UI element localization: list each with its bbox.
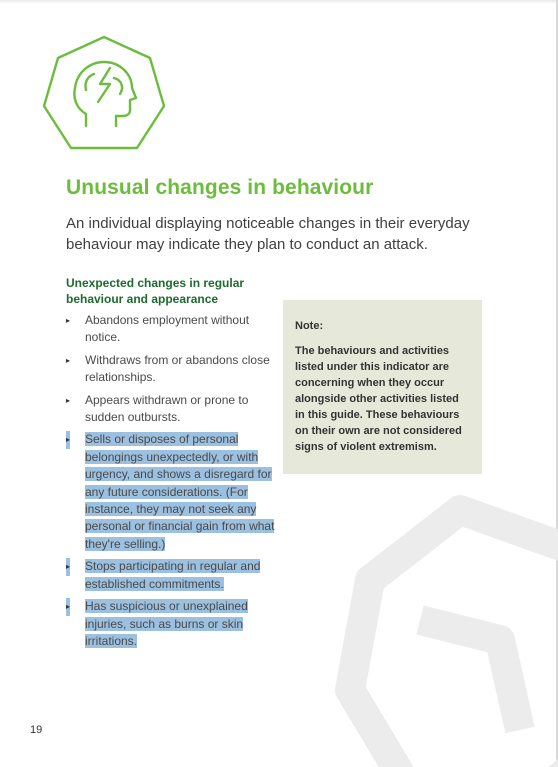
triangle-bullet-icon: ▸	[66, 355, 71, 365]
list-item	[66, 392, 276, 427]
list-item-text[interactable]: Stops participating in regular and established commitments.	[85, 559, 261, 591]
triangle-bullet-icon: ▸	[66, 558, 70, 575]
page-top-edge	[0, 0, 558, 4]
list-item-highlighted[interactable]	[66, 598, 276, 650]
triangle-bullet-icon: ▸	[66, 598, 70, 615]
behaviour-list	[66, 312, 276, 655]
triangle-bullet-icon: ▸	[66, 316, 71, 325]
note-label: Note:	[295, 320, 324, 332]
list-item	[66, 352, 276, 387]
note-box	[283, 300, 482, 474]
list-item-text: Appears withdrawn or prone to sudden outbursts.	[85, 392, 249, 425]
triangle-bullet-icon: ▸	[66, 431, 70, 448]
list-item	[66, 312, 276, 347]
intro-paragraph: An individual displaying noticeable changes in their everyday behaviour may indicate they plan to conduct an attack.	[66, 215, 470, 253]
head-lightning-icon	[40, 34, 168, 158]
heptagon-watermark-icon	[300, 470, 558, 767]
list-item-text[interactable]: Sells or disposes of personal belongings unexpectedly, or with urgency, and shows a disregard for any future considerations. (For instance, they may not seek any personal or financial gain from what they're selling.)	[85, 432, 275, 551]
page-title: Unusual changes in behaviour	[66, 176, 374, 199]
list-item-text: Abandons employment without notice.	[85, 313, 250, 345]
note-body: The behaviours and activities listed under this indicator are concerning when they occur alongside other activities listed in this guide. These behaviours on their own are not considered signs of violent extremism.	[295, 345, 462, 453]
list-item-text: Withdraws from or abandons close relationships.	[85, 352, 270, 385]
section-heading: Unexpected changes in regular behaviour and appearance	[66, 276, 245, 306]
list-item-highlighted[interactable]	[66, 431, 276, 553]
list-item-text[interactable]: Has suspicious or unexplained injuries, such as burns or skin irritations.	[85, 599, 248, 648]
page-number: 19	[30, 724, 43, 736]
triangle-bullet-icon: ▸	[66, 395, 71, 405]
list-item-highlighted[interactable]	[66, 558, 276, 593]
